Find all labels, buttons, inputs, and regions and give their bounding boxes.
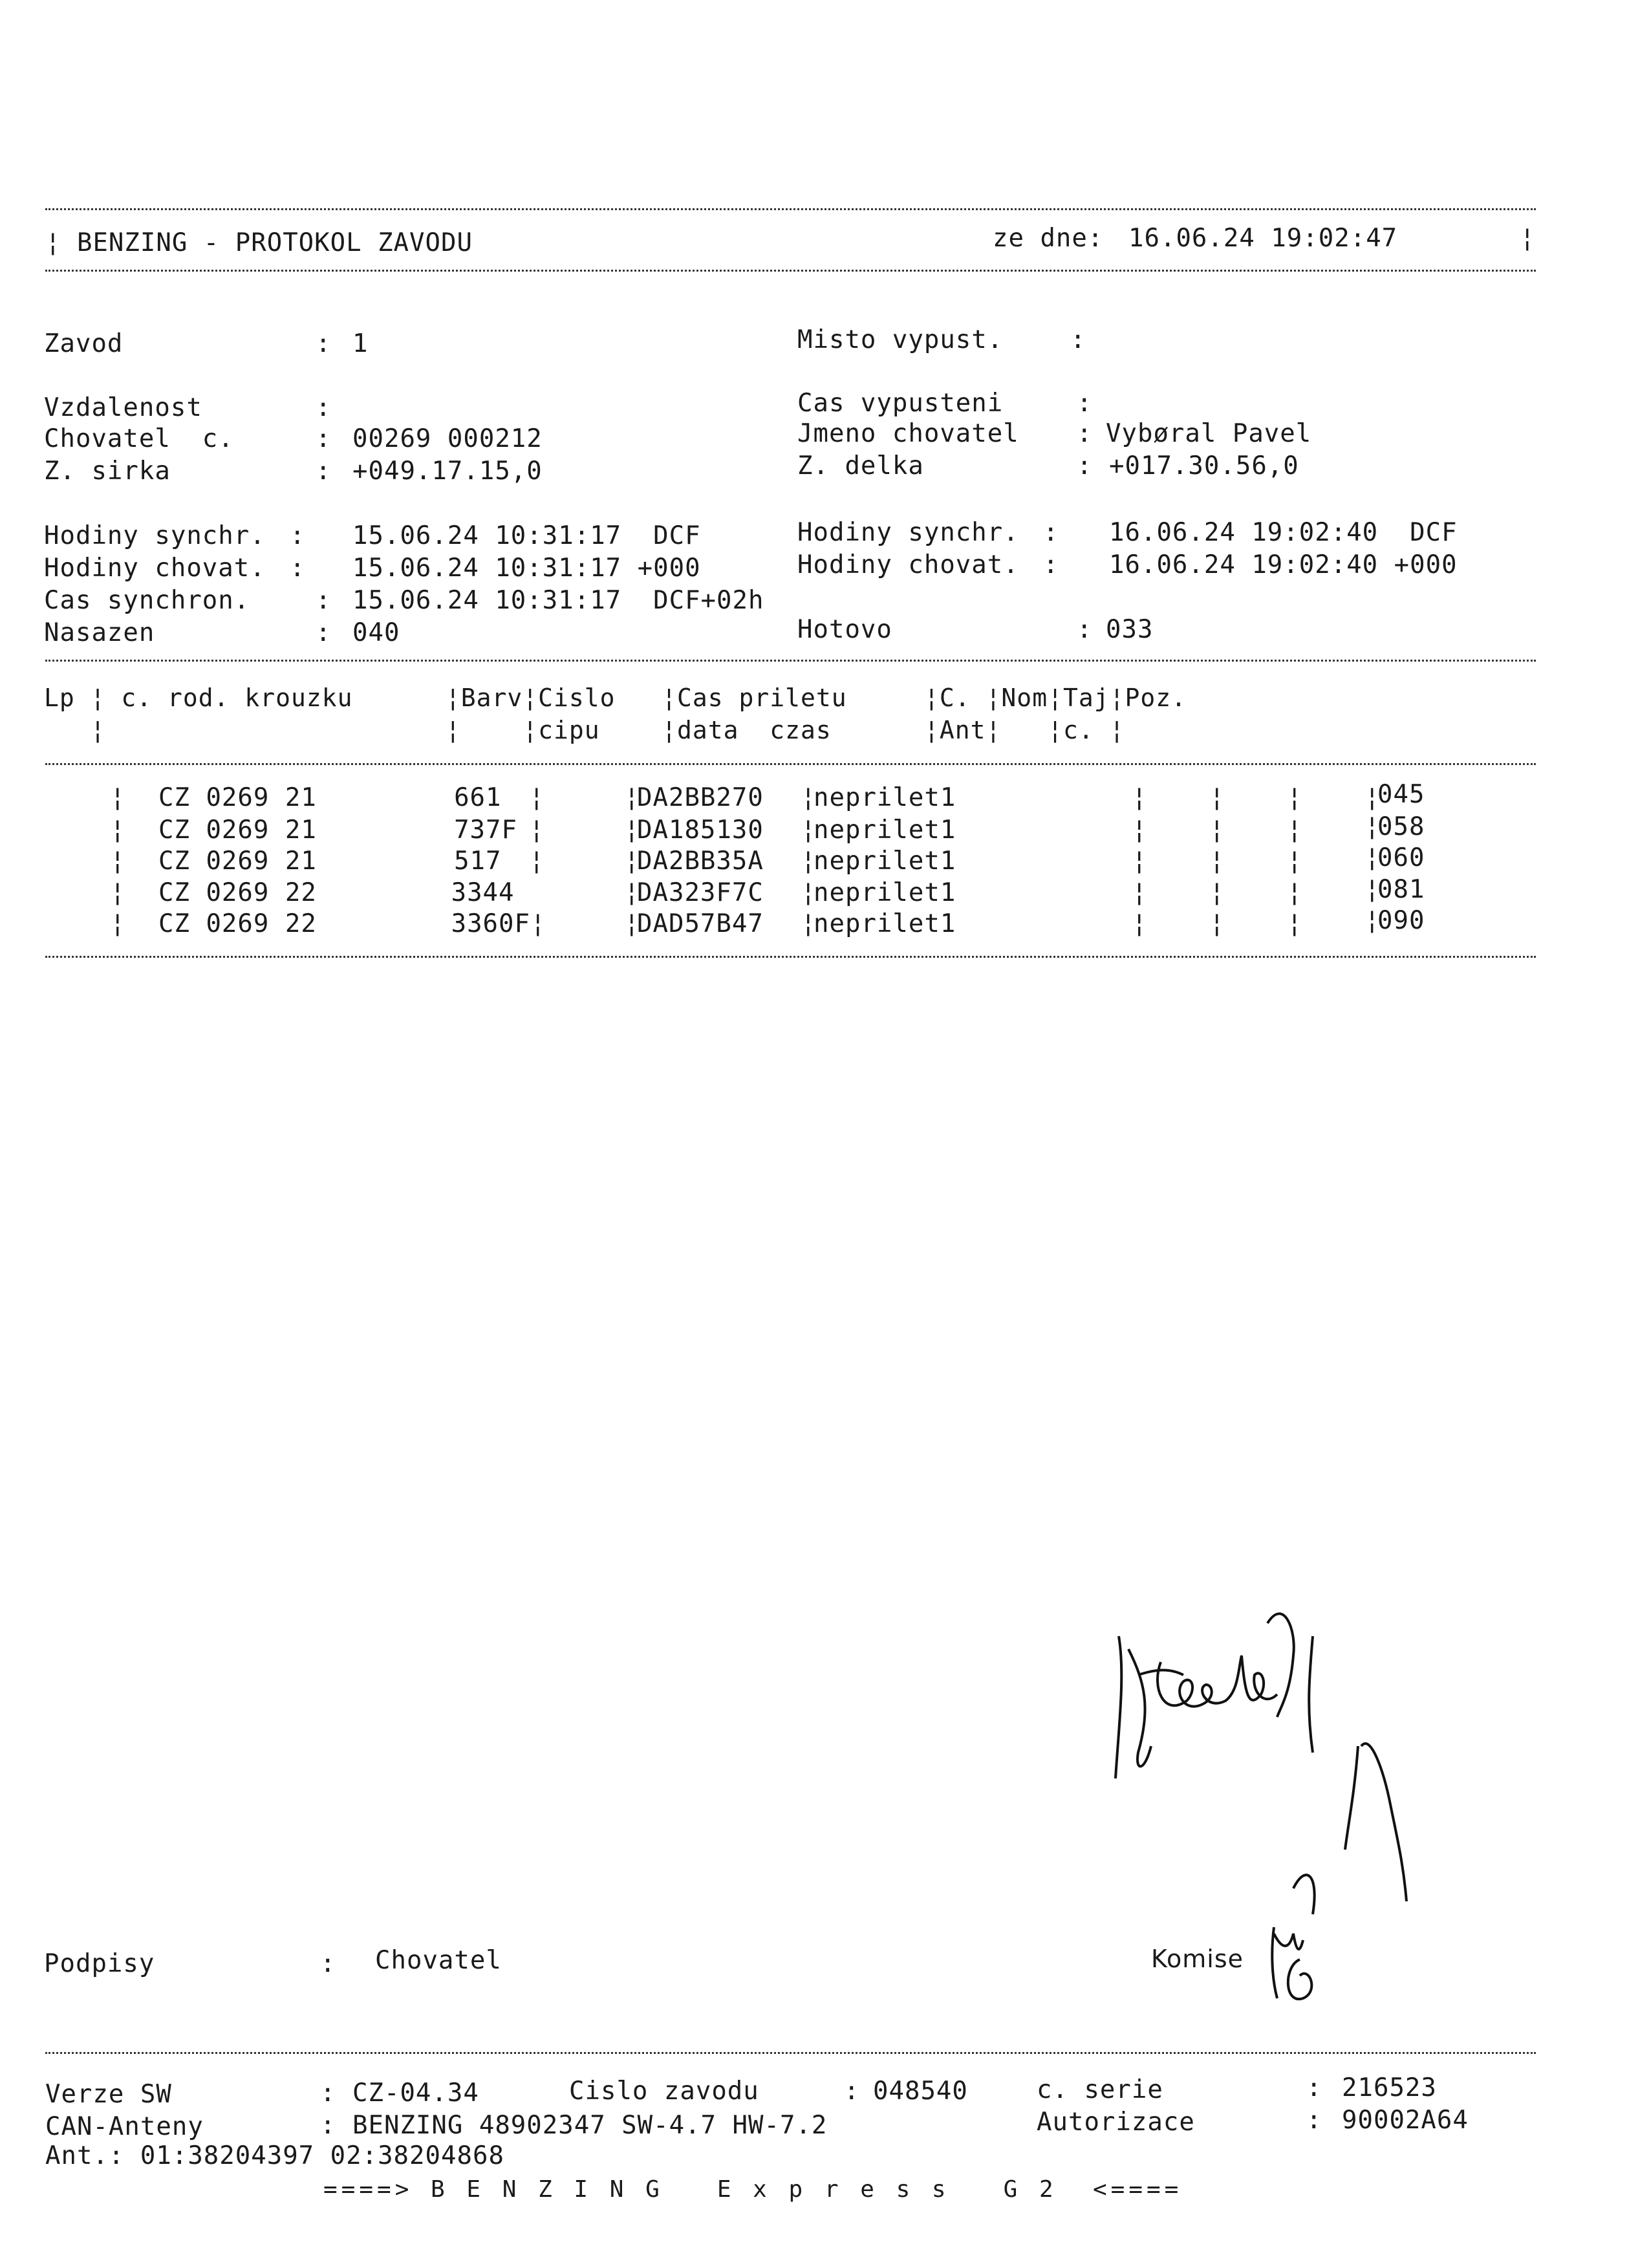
cislo-colon: :: [844, 2077, 860, 2106]
row-bar: ¦: [1287, 909, 1302, 938]
hotovo-value: 033: [1106, 615, 1154, 644]
synchr-label-right: Hodiny synchr.: [797, 518, 1019, 547]
arrival-status: neprilet1: [814, 878, 956, 907]
synchr-left: 15.06.24 10:31:17 DCF: [352, 521, 701, 550]
chovatel-colon: :: [316, 424, 332, 453]
row-bar: ¦: [801, 847, 816, 876]
position: 045: [1377, 780, 1425, 809]
verze-colon: :: [320, 2079, 336, 2108]
table-header-line2: ¦ ¦ ¦cipu ¦data czas ¦Ant¦ ¦c. ¦: [44, 716, 1125, 744]
jmeno-label: Jmeno chovatel: [797, 419, 1019, 448]
podpisy-colon: :: [320, 1949, 336, 1978]
row-bar: ¦: [1209, 783, 1225, 812]
podpisy-label: Podpisy: [44, 1949, 155, 1978]
ring-code: CZ 0269 22: [158, 909, 317, 938]
chip-id: DA185130: [637, 815, 764, 845]
can-label: CAN-Anteny: [45, 2112, 204, 2141]
protocol-title: ¦ BENZING - PROTOKOL ZAVODU: [45, 228, 473, 257]
verze-value: CZ-04.34: [352, 2079, 479, 2108]
sirka-label: Z. sirka: [44, 457, 171, 486]
serie-label: c. serie: [1037, 2075, 1163, 2104]
ring-number: 661: [454, 783, 517, 812]
cas-synchron-colon: :: [316, 586, 332, 615]
divider-table-top: [45, 660, 1536, 662]
ring-code: CZ 0269 21: [158, 815, 317, 845]
row-bar: ¦: [624, 878, 640, 907]
row-bar: ¦: [1209, 878, 1225, 907]
row-bar: ¦: [110, 783, 125, 812]
cislo-label: Cislo zavodu: [569, 2077, 759, 2106]
position: 081: [1377, 875, 1425, 904]
chovatel-sign-label: Chovatel: [375, 1946, 502, 1975]
cislo-value: 048540: [873, 2077, 968, 2106]
row-bar: ¦: [1364, 783, 1380, 812]
cas-synchron-label: Cas synchron.: [44, 586, 250, 615]
synchr-right: 16.06.24 19:02:40 DCF: [1109, 518, 1458, 547]
autorizace-label: Autorizace: [1037, 2108, 1195, 2137]
row-bar: ¦: [1132, 878, 1147, 907]
row-bar: ¦: [1209, 909, 1225, 938]
row-bar: ¦: [530, 909, 546, 938]
row-bar: ¦: [1287, 878, 1302, 907]
verze-label: Verze SW: [45, 2080, 172, 2109]
arrival-status: neprilet1: [814, 815, 956, 845]
ring-code: CZ 0269 21: [158, 847, 317, 876]
row-bar: ¦: [110, 847, 125, 876]
arrival-status: neprilet1: [814, 847, 956, 876]
row-bar: ¦: [1209, 847, 1225, 876]
chovat-right: 16.06.24 19:02:40 +000: [1109, 550, 1458, 579]
position: 060: [1377, 843, 1425, 872]
chovat-colon: :: [290, 554, 306, 583]
row-bar: ¦: [1364, 875, 1380, 904]
serie-value: 216523: [1342, 2073, 1437, 2102]
chip-id: DA2BB270: [637, 783, 764, 812]
cas-vypusteni-label: Cas vypusteni: [797, 389, 1004, 418]
row-bar: ¦: [110, 815, 125, 845]
divider-top: [45, 208, 1536, 210]
row-bar: ¦: [1132, 815, 1147, 845]
date-value: 16.06.24 19:02:47: [1128, 224, 1398, 253]
row-bar: ¦: [1287, 783, 1302, 812]
jmeno-value: Vybøral Pavel: [1106, 419, 1312, 448]
row-bar: ¦: [624, 783, 640, 812]
row-bar: ¦: [624, 815, 640, 845]
nasazen-colon: :: [316, 618, 332, 647]
chovatel-label: Chovatel c.: [44, 424, 234, 453]
row-bar: ¦: [529, 783, 544, 812]
row-bar: ¦: [1287, 847, 1302, 876]
row-bar: ¦: [801, 815, 816, 845]
row-bar: ¦: [1209, 815, 1225, 845]
misto-label: Misto vypust.: [797, 325, 1004, 354]
cas-vypusteni-colon: :: [1077, 389, 1093, 418]
divider-header: [45, 270, 1536, 272]
zavod-label: Zavod: [44, 329, 124, 358]
row-bar: ¦: [1132, 783, 1147, 812]
hotovo-colon: :: [1077, 615, 1093, 644]
row-bar: ¦: [1364, 843, 1380, 872]
chovat-colon-right: :: [1043, 550, 1059, 579]
chip-id: DA2BB35A: [637, 847, 764, 876]
vzdalenost-colon: :: [316, 393, 332, 422]
delka-label: Z. delka: [797, 451, 924, 481]
komise-label: Komise: [1151, 1945, 1244, 1973]
misto-colon: :: [1070, 325, 1086, 354]
autorizace-colon: :: [1306, 2106, 1322, 2135]
row-bar: ¦: [529, 815, 544, 845]
divider-table-bottom: [45, 956, 1536, 958]
row-bar: ¦: [801, 909, 816, 938]
arrival-status: neprilet1: [814, 783, 956, 812]
chovatel-value: 00269 000212: [352, 424, 543, 453]
row-bar: ¦: [801, 878, 816, 907]
divider-footer: [45, 2052, 1536, 2054]
position: 058: [1377, 812, 1425, 841]
serie-colon: :: [1306, 2073, 1322, 2102]
cas-synchron-value: 15.06.24 10:31:17 DCF+02h: [352, 586, 764, 615]
table-header-line1: Lp ¦ c. rod. krouzku ¦Barv¦Cislo ¦Cas priletu ¦C. ¦Nom¦Taj¦Poz.: [44, 684, 1187, 712]
header-end-bar: ¦: [1520, 224, 1536, 253]
chip-id: DAD57B47: [637, 909, 764, 938]
position: 090: [1377, 906, 1425, 935]
synchr-label: Hodiny synchr.: [44, 521, 266, 550]
row-bar: ¦: [529, 847, 544, 876]
row-bar: ¦: [1364, 906, 1380, 935]
ring-code: CZ 0269 21: [158, 783, 317, 812]
row-bar: ¦: [1132, 847, 1147, 876]
benzing-express-banner: ====> B E N Z I N G E x p r e s s G 2 <====: [323, 2176, 1183, 2203]
row-bar: ¦: [624, 909, 640, 938]
can-colon: :: [320, 2111, 336, 2140]
sirka-value: +049.17.15,0: [352, 457, 543, 486]
row-bar: ¦: [801, 783, 816, 812]
row-bar: ¦: [1132, 909, 1147, 938]
delka-colon: :: [1077, 451, 1093, 481]
synchr-colon-right: :: [1043, 518, 1059, 547]
nasazen-value: 040: [352, 618, 400, 647]
ring-number: 737F: [454, 815, 517, 845]
synchr-colon: :: [290, 521, 306, 550]
row-bar: ¦: [1287, 815, 1302, 845]
nasazen-label: Nasazen: [44, 618, 155, 647]
ring-number: 3344: [451, 878, 530, 907]
jmeno-colon: :: [1077, 419, 1093, 448]
divider-table-head: [45, 763, 1536, 765]
can-value: BENZING 48902347 SW-4.7 HW-7.2: [352, 2111, 828, 2140]
row-bar: ¦: [110, 878, 125, 907]
hotovo-label: Hotovo: [797, 615, 892, 644]
chovat-left: 15.06.24 10:31:17 +000: [352, 554, 701, 583]
chip-id: DA323F7C: [637, 878, 764, 907]
ring-number: 517: [454, 847, 517, 876]
date-label: ze dne:: [993, 224, 1104, 253]
row-bar: ¦: [624, 847, 640, 876]
row-bar: ¦: [1364, 812, 1380, 841]
zavod-colon: :: [316, 329, 332, 358]
row-bar: ¦: [110, 909, 125, 938]
ring-number: 3360F: [451, 909, 530, 938]
sirka-colon: :: [316, 457, 332, 486]
ring-code: CZ 0269 22: [158, 878, 317, 907]
zavod-value: 1: [352, 329, 369, 358]
autorizace-value: 90002A64: [1342, 2106, 1469, 2135]
vzdalenost-label: Vzdalenost: [44, 393, 202, 422]
komise-signature: [1264, 1914, 1342, 2011]
antenna-line: Ant.: 01:38204397 02:38204868: [45, 2141, 504, 2170]
chovat-label: Hodiny chovat.: [44, 554, 266, 583]
delka-value: +017.30.56,0: [1109, 451, 1299, 481]
arrival-status: neprilet1: [814, 909, 956, 938]
chovat-label-right: Hodiny chovat.: [797, 550, 1019, 579]
